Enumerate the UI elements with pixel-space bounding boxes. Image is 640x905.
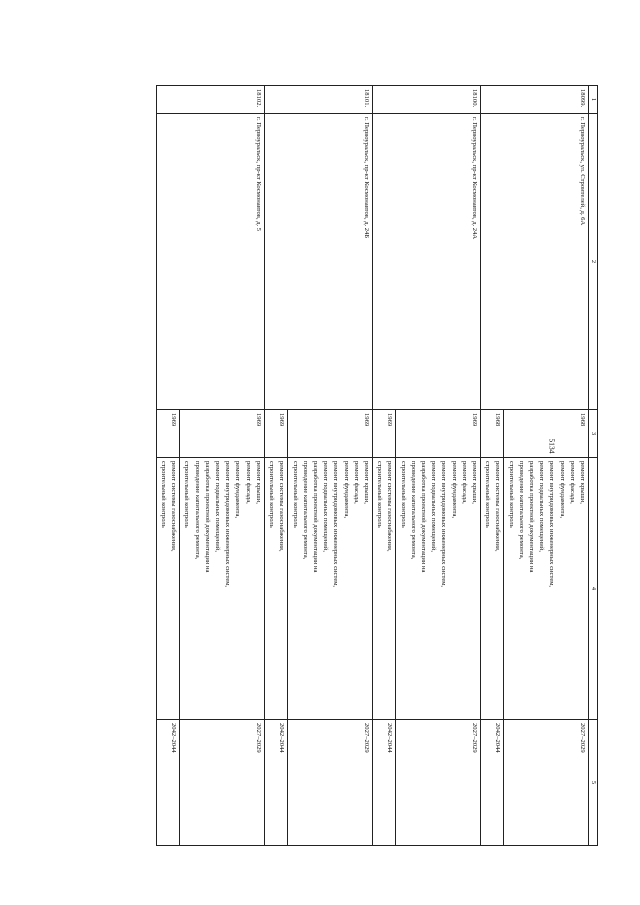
row-number: 18102. [156, 86, 264, 114]
header-row [589, 86, 598, 846]
row-number: 18099. [480, 86, 588, 114]
rotated-table-wrapper [82, 85, 598, 845]
works-list: ремонт крыши, ремонт фасада, ремонт фундамента, ремонт внутридомовых инженерных систем, ремонт подвальных помещений, разработка проектной документации на проведение капитального ремонта, строительный контроль [180, 458, 265, 720]
construction-year: 1969 [288, 410, 373, 458]
works-list: ремонт системы газоснабжения, строительный контроль [156, 458, 179, 720]
construction-year: 1968 [504, 410, 589, 458]
column-header: 2 [589, 114, 598, 410]
works-list: ремонт системы газоснабжения, строительный контроль [372, 458, 395, 720]
building-address: г. Первоуральск, пр-кт Космонавтов, д. 24А [372, 114, 480, 410]
works-list: ремонт системы газоснабжения, строительный контроль [480, 458, 503, 720]
works-list: ремонт крыши, ремонт фасада, ремонт фундамента, ремонт внутридомовых инженерных систем, ремонт подвальных помещений, разработка проектной документации на проведение капитального ремонта, строительный контроль [504, 458, 589, 720]
construction-year: 1969 [264, 410, 287, 458]
works-list: ремонт крыши, ремонт фасада, ремонт фундамента, ремонт внутридомовых инженерных систем, ремонт подвальных помещений, разработка проектной документации на проведение капитального ремонта, строительный контроль [396, 458, 481, 720]
building-address: г. Первоуральск, пр-кт Космонавтов, д. 5 [156, 114, 264, 410]
repair-period: 2027–2029 [288, 720, 373, 846]
construction-year: 1969 [396, 410, 481, 458]
repair-period: 2042–2044 [480, 720, 503, 846]
column-header: 4 [589, 458, 598, 720]
construction-year: 1968 [480, 410, 503, 458]
works-list: ремонт системы газоснабжения, строительный контроль [264, 458, 287, 720]
works-list: ремонт крыши, ремонт фасада, ремонт фундамента, ремонт внутридомовых инженерных систем, ремонт подвальных помещений, разработка проектной документации на проведение капитального ремонта, строительный контроль [288, 458, 373, 720]
row-number: 18101. [264, 86, 372, 114]
repair-schedule-table [156, 85, 598, 846]
table-row [396, 86, 481, 846]
repair-period: 2027–2029 [396, 720, 481, 846]
table-row [504, 86, 589, 846]
repair-period: 2042–2044 [264, 720, 287, 846]
column-header: 1 [589, 86, 598, 114]
building-address: г. Первоуральск, ул. Строителей, д. 6А [480, 114, 588, 410]
repair-period: 2042–2044 [372, 720, 395, 846]
construction-year: 1969 [180, 410, 265, 458]
column-header: 5 [589, 720, 598, 846]
construction-year: 1969 [156, 410, 179, 458]
construction-year: 1969 [372, 410, 395, 458]
repair-period: 2042–2044 [156, 720, 179, 846]
column-header: 3 [589, 410, 598, 458]
building-address: г. Первоуральск, пр-кт Космонавтов, д. 24Б [264, 114, 372, 410]
table-row [180, 86, 265, 846]
table-row [288, 86, 373, 846]
row-number: 18100. [372, 86, 480, 114]
repair-period: 2027–2029 [504, 720, 589, 846]
page-number: 5134 [547, 438, 557, 454]
repair-period: 2027–2029 [180, 720, 265, 846]
